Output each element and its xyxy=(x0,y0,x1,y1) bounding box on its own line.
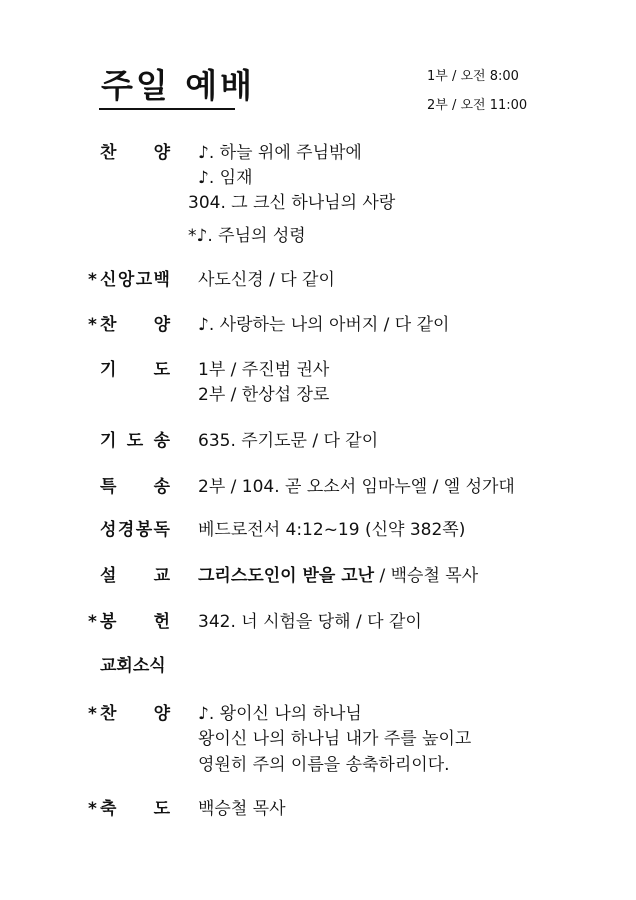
order-label xyxy=(88,563,170,589)
label-char: 특 xyxy=(100,477,117,497)
standing-star: * xyxy=(88,704,97,724)
order-label xyxy=(88,267,170,293)
benediction-line: 백승철 목사 xyxy=(198,799,286,819)
label-char: 앙 xyxy=(117,270,135,290)
order-label xyxy=(88,428,170,454)
label-char: 찬 xyxy=(100,315,117,335)
standing-star: * xyxy=(88,612,97,632)
label-char: 도 xyxy=(126,431,144,451)
label-char: 독 xyxy=(153,520,170,540)
order-label xyxy=(88,140,170,166)
order-label xyxy=(88,796,170,822)
label-char: 헌 xyxy=(153,612,170,632)
hymn-line: ♪. 임재 xyxy=(198,168,253,188)
label-char: 백 xyxy=(153,270,170,290)
label-char: 송 xyxy=(153,431,170,451)
title-underline xyxy=(99,108,235,110)
standing-star: * xyxy=(88,799,97,819)
label-char: 도 xyxy=(153,799,170,819)
label-char: 봉 xyxy=(135,520,153,540)
label-char: 기 xyxy=(100,360,117,380)
label-char: 양 xyxy=(153,704,170,724)
label-char: 봉 xyxy=(100,612,117,632)
label-char: 도 xyxy=(153,360,170,380)
order-label xyxy=(88,609,170,635)
label-char: 찬 xyxy=(100,704,117,724)
label-char: 축 xyxy=(100,799,117,819)
announcements-label: 교회소식 xyxy=(100,656,166,676)
prayer-song-line: 635. 주기도문 / 다 같이 xyxy=(198,431,379,451)
hymn-line: 304. 그 크신 하나님의 사랑 xyxy=(188,193,396,213)
order-label xyxy=(88,474,170,500)
scripture-line: 베드로전서 4:12~19 (신약 382쪽) xyxy=(198,520,466,540)
label-char: 교 xyxy=(153,566,170,586)
sermon-line xyxy=(198,563,478,589)
hymn-line: 영원히 주의 이름을 송축하리이다. xyxy=(198,755,450,775)
label-char: 양 xyxy=(153,143,170,163)
label-char: 찬 xyxy=(100,143,117,163)
hymn-line: *♪. 주님의 성령 xyxy=(188,226,306,246)
label-char: 설 xyxy=(100,566,117,586)
label-char: 신 xyxy=(100,270,117,290)
creed-line: 사도신경 / 다 같이 xyxy=(198,270,335,290)
offering-line: 342. 너 시험을 당해 / 다 같이 xyxy=(198,612,422,632)
sermon-speaker: / 백승철 목사 xyxy=(374,566,479,586)
standing-star: * xyxy=(88,270,97,290)
label-char: 양 xyxy=(153,315,170,335)
label-char: 성 xyxy=(100,520,117,540)
order-label xyxy=(88,517,170,543)
label-char: 경 xyxy=(117,520,135,540)
order-label xyxy=(88,653,170,679)
hymn-line: ♪. 왕이신 나의 하나님 xyxy=(198,704,362,724)
order-label xyxy=(88,312,170,338)
order-label xyxy=(88,357,170,383)
order-label xyxy=(88,701,170,727)
label-char: 고 xyxy=(135,270,153,290)
page-title: 주일 예배 xyxy=(101,66,256,105)
hymn-line: ♪. 사랑하는 나의 아버지 / 다 같이 xyxy=(198,315,450,335)
prayer-line: 1부 / 주진범 권사 xyxy=(198,360,330,380)
hymn-line: 왕이신 나의 하나님 내가 주를 높이고 xyxy=(198,729,472,749)
label-char: 송 xyxy=(153,477,170,497)
service-time-first: 1부 / 오전 8:00 xyxy=(427,69,519,84)
prayer-line: 2부 / 한상섭 장로 xyxy=(198,385,330,405)
sermon-title: 그리스도인이 받을 고난 xyxy=(198,566,375,586)
hymn-line: ♪. 하늘 위에 주님밖에 xyxy=(198,143,362,163)
special-song-line: 2부 / 104. 곧 오소서 임마누엘 / 엘 성가대 xyxy=(198,477,515,497)
service-time-second: 2부 / 오전 11:00 xyxy=(427,98,528,113)
label-char: 기 xyxy=(100,431,117,451)
standing-star: * xyxy=(88,315,97,335)
